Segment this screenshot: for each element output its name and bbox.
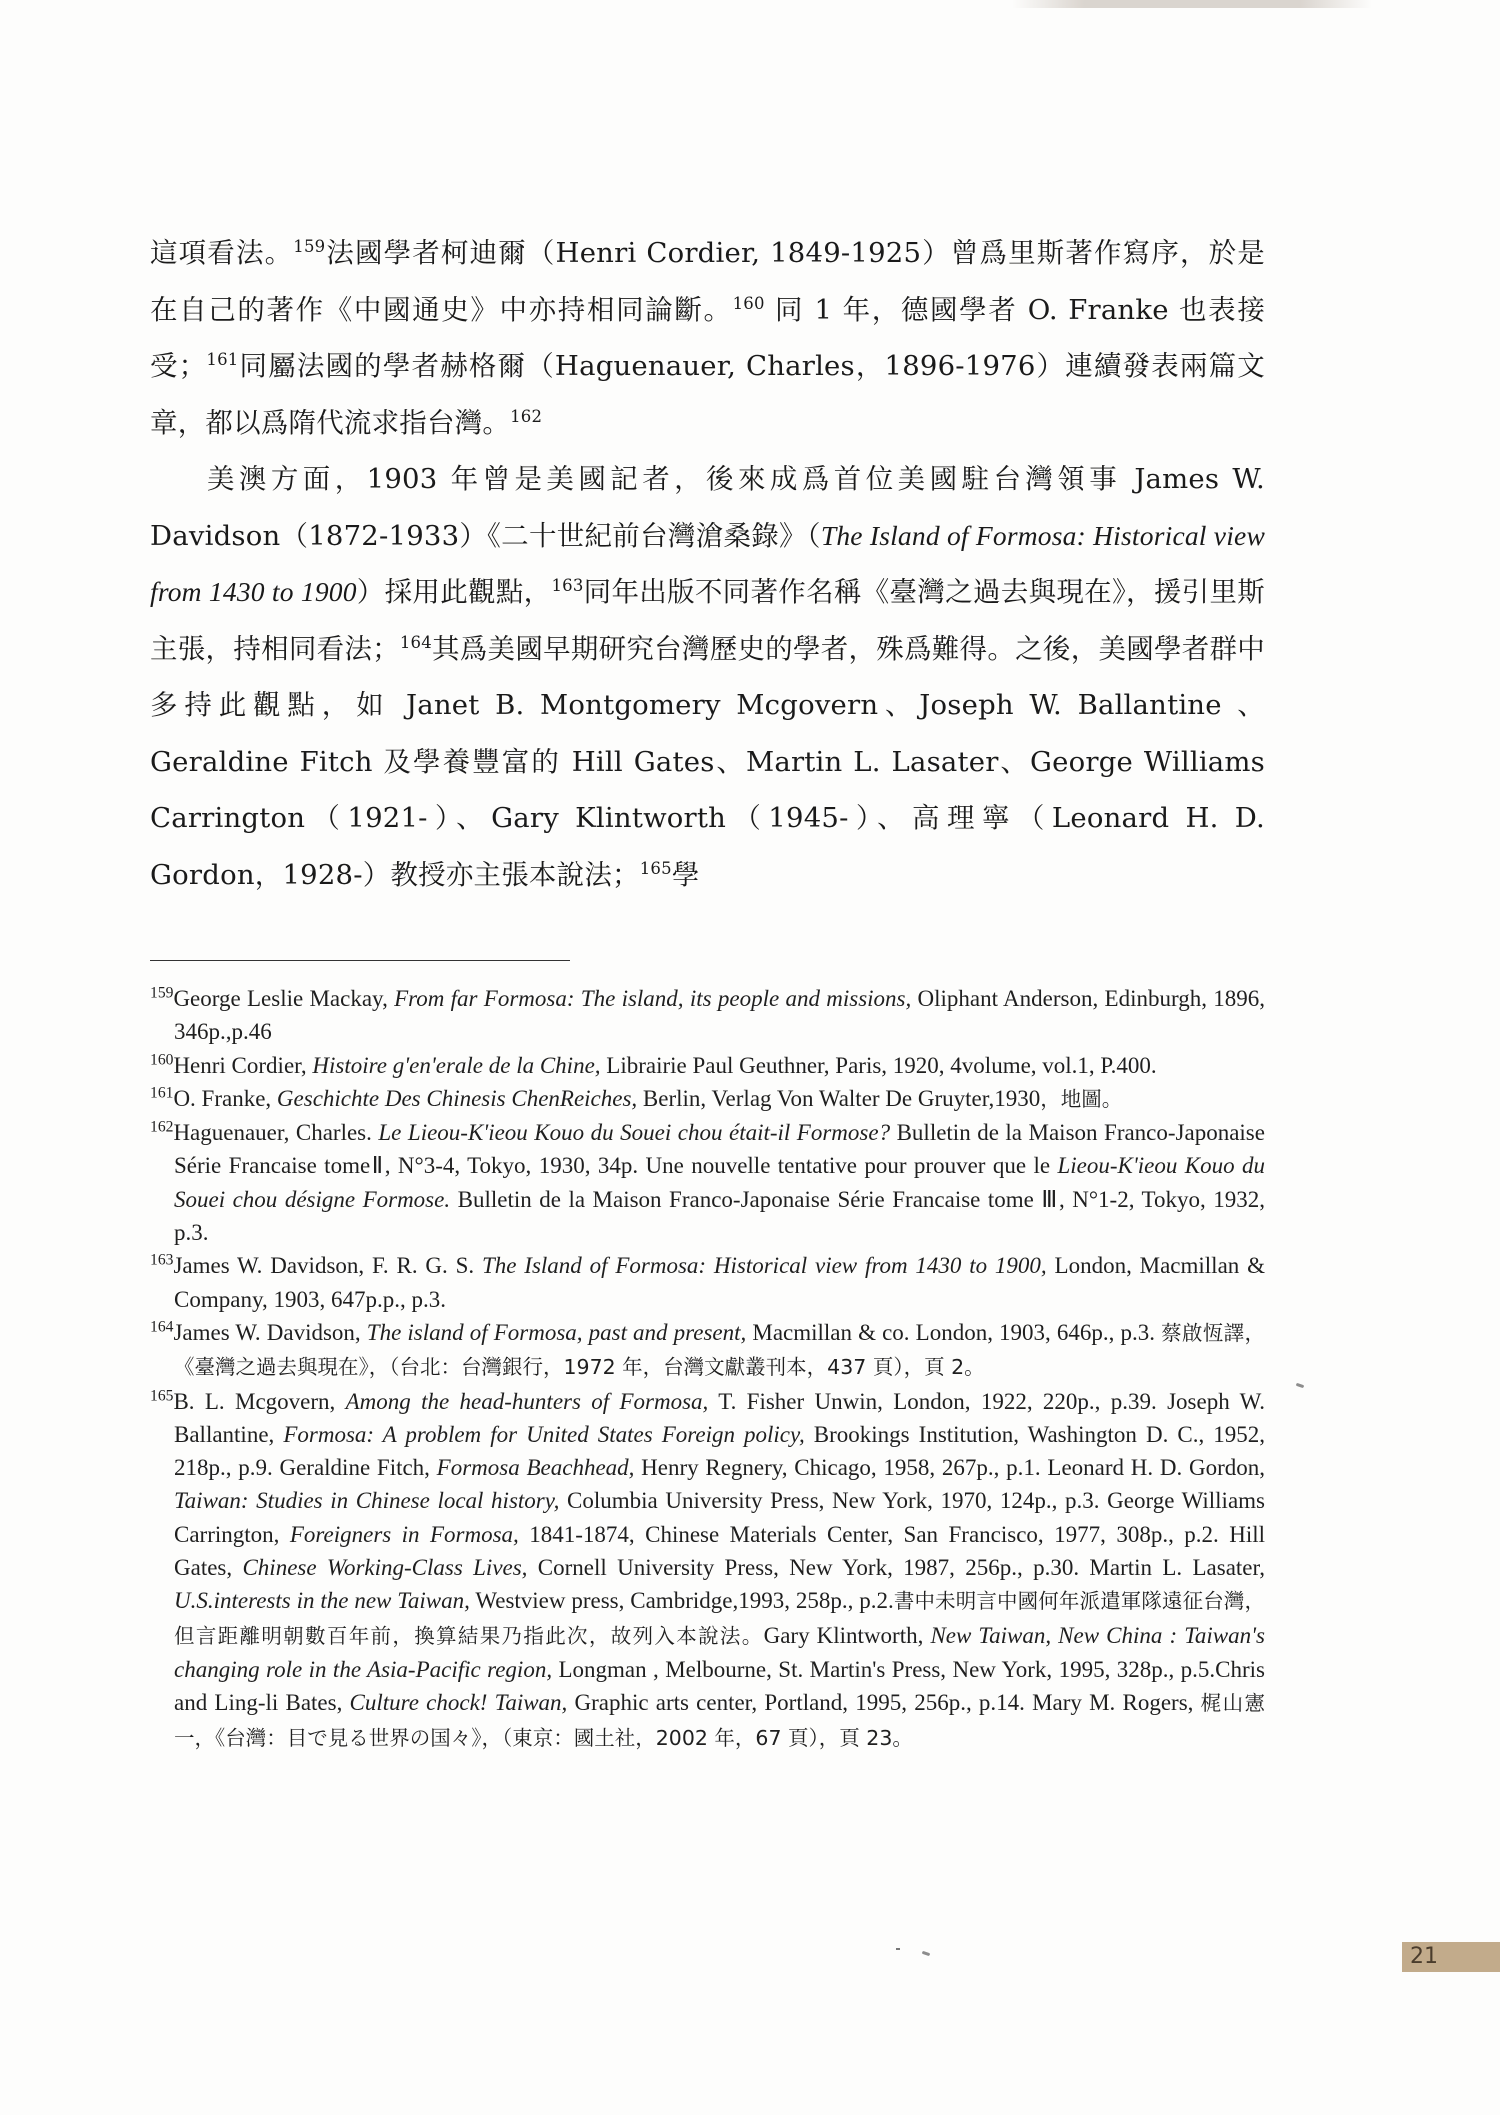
italic-title: New Taiwan, New China : Taiwan's changing role in the Asia-Pacific region, bbox=[174, 1622, 1265, 1682]
text-run: Haguenauer, Charles. bbox=[173, 1120, 379, 1146]
text-run: 美澳方面，1903 年曾是美國記者，後來成爲首位美國駐台灣領事 James W. Davidson（1872-1933）《二十世紀前台灣滄桑錄》（ bbox=[150, 463, 1265, 552]
footnote-160 bbox=[150, 1049, 1265, 1082]
footnote-ref-163: 163 bbox=[551, 575, 584, 595]
text-run: James W. Davidson, bbox=[173, 1319, 367, 1345]
text-run: Librairie Paul Geuthner, Paris, 1920, 4volume, vol.1, P.400. bbox=[600, 1052, 1157, 1078]
footnote-ref-161: 161 bbox=[206, 349, 239, 369]
scan-speck bbox=[922, 1951, 931, 1956]
page-number: 21 bbox=[1402, 1942, 1500, 1972]
footnote-number: 160 bbox=[150, 1050, 174, 1068]
text-run: Henri Cordier, bbox=[173, 1052, 313, 1078]
text-run: B. L. Mcgovern, bbox=[173, 1388, 346, 1414]
text-run: Macmillan & co. London, 1903, 646p., p.3. bbox=[746, 1319, 1162, 1345]
italic-title: U.S.interests in the new Taiwan, bbox=[174, 1588, 470, 1614]
text-run: 同屬法國的學者赫格爾（Haguenauer, Charles，1896-1976）連續發表兩篇文章，都以爲隋代流求指台灣。 bbox=[150, 350, 1265, 439]
text-run: 同 1 年，德國學者 O. Franke 也表接受； bbox=[150, 293, 1266, 382]
chinese-text: 蔡啟恆譯，《臺灣之過去與現在》，（台北：台灣銀行，1972 年，台灣文獻叢刊本，437 頁），頁 2。 bbox=[174, 1320, 1265, 1380]
text-run: Gary Klintworth, bbox=[763, 1622, 931, 1648]
text-run: George Leslie Mackay, bbox=[173, 986, 395, 1011]
italic-title: From far Formosa: The island, its people and missions, bbox=[394, 986, 912, 1011]
italic-title: Formosa: A problem for United States Foreign policy, bbox=[283, 1421, 805, 1447]
footnote-number: 164 bbox=[150, 1318, 174, 1336]
footnote-163 bbox=[150, 1249, 1265, 1316]
italic-title: Taiwan: Studies in Chinese local history, bbox=[174, 1488, 560, 1514]
chinese-text: 書中未明言中國何年派遣軍隊遠征台灣，但言距離明朝數百年前，換算結果乃指此次，故列入本說法。 bbox=[174, 1589, 1265, 1648]
italic-title: Histoire g'en'erale de la Chine, bbox=[312, 1052, 601, 1078]
italic-title: Culture chock! Taiwan, bbox=[349, 1690, 568, 1716]
footnote-ref-160: 160 bbox=[732, 293, 765, 313]
footnote-separator bbox=[150, 960, 570, 961]
text-run: Brookings Institution, Washington D. C., 1952, 218p., p.9. Geraldine Fitch, bbox=[174, 1421, 1265, 1481]
footnote-ref-165: 165 bbox=[639, 858, 672, 878]
footnote-number: 161 bbox=[150, 1084, 174, 1102]
italic-title: Foreigners in Formosa, bbox=[289, 1521, 519, 1547]
text-run: Columbia University Press, New York, 1970, 124p., p.3. George Williams Carrington, bbox=[174, 1488, 1265, 1547]
footnote-159 bbox=[150, 982, 1265, 1049]
italic-title: The Island of Formosa: Historical view from 1430 to 1900, bbox=[481, 1253, 1047, 1279]
footnote-number: 159 bbox=[150, 984, 174, 1002]
scan-speck bbox=[1296, 1383, 1305, 1388]
footnote-ref-159: 159 bbox=[293, 236, 326, 256]
text-run: Westview press, Cambridge,1993, 258p., p.2. bbox=[469, 1588, 894, 1614]
main-text bbox=[150, 225, 1265, 903]
italic-title: Among the head-hunters of Formosa, bbox=[345, 1388, 709, 1414]
text-run: 學 bbox=[671, 858, 700, 891]
text-run: Oliphant Anderson, Edinburgh, 1896, 346p.,p.46 bbox=[174, 986, 1265, 1045]
footnote-164 bbox=[150, 1316, 1265, 1385]
scan-speck bbox=[896, 1948, 900, 1950]
text-run: 同年出版不同著作名稱《臺灣之過去與現在》，援引里斯主張，持相同看法； bbox=[150, 576, 1265, 665]
italic-title: Formosa Beachhead, bbox=[436, 1455, 635, 1481]
footnote-ref-162: 162 bbox=[510, 406, 543, 426]
text-run: Longman , Melbourne, St. Martin's Press, New York, 1995, 328p., p.5.Chris and Ling-li Bates, bbox=[174, 1656, 1266, 1716]
chinese-text: 梶山憲一，《台灣：目で見る世界の国々》，（東京：國土社，2002 年，67 頁），頁 23。 bbox=[174, 1691, 1266, 1750]
italic-title: Le Lieou-K'ieou Kouo du Souei chou était-il Formose? bbox=[378, 1120, 891, 1146]
footnote-number: 163 bbox=[150, 1251, 174, 1269]
text-run: Graphic arts center, Portland, 1995, 256p., p.14. Mary M. Rogers, bbox=[567, 1690, 1201, 1716]
footnote-161 bbox=[150, 1082, 1265, 1116]
italic-title: Lieou-K'ieou Kouo du Souei chou désigne Formose. bbox=[174, 1153, 1265, 1212]
paragraph-2 bbox=[150, 451, 1265, 903]
text-run: James W. Davidson, F. R. G. S. bbox=[173, 1253, 482, 1279]
text-run: Henry Regnery, Chicago, 1958, 267p., p.1. Leonard H. D. Gordon, bbox=[634, 1455, 1265, 1481]
text-run: ）採用此觀點， bbox=[356, 576, 552, 608]
paragraph-1 bbox=[150, 225, 1265, 451]
chinese-text: ，地圖。 bbox=[1040, 1086, 1123, 1111]
text-run: 1841-1874, Chinese Materials Center, San Francisco, 1977, 308p., p.2. Hill Gates, bbox=[174, 1521, 1265, 1581]
text-run: London, Macmillan & Company, 1903, 647p.p., p.3. bbox=[174, 1253, 1265, 1312]
text-run: Bulletin de la Maison Franco-Japonaise Série Francaise tomeⅡ, N°3-4, Tokyo, 1930, 34p. Une nouvelle tentative pour prouver que le bbox=[174, 1120, 1265, 1179]
text-run: 法國學者柯迪爾（Henri Cordier, 1849-1925）曾爲里斯著作寫序，於是在自己的著作《中國通史》中亦持相同論斷。 bbox=[150, 237, 1265, 326]
footnotes bbox=[150, 982, 1265, 1755]
footnote-ref-164: 164 bbox=[399, 632, 432, 652]
text-run: 其爲美國早期研究台灣歷史的學者，殊爲難得。之後，美國學者群中多持此觀點，如 Janet B. Montgomery Mcgovern、Joseph W. Ballantine 、Geraldine Fitch 及學養豐富的 Hill Gates、Martin L. Lasater、George Williams Carrington（1921-）、Gary Klintworth（1945-）、高理寧（Leonard H. D. Gordon，1928-）教授亦主張本說法； bbox=[150, 632, 1265, 891]
footnote-165 bbox=[150, 1385, 1265, 1755]
italic-title: Geschichte Des Chinesis ChenReiches, bbox=[276, 1085, 638, 1111]
italic-title: The Island of Formosa: Historical view from 1430 to 1900 bbox=[150, 519, 1265, 607]
text-run: 這項看法。 bbox=[150, 237, 294, 269]
text-run: O. Franke, bbox=[173, 1085, 277, 1111]
text-run: Cornell University Press, New York, 1987, 256p., p.30. Martin L. Lasater, bbox=[527, 1555, 1265, 1581]
text-run: T. Fisher Unwin, London, 1922, 220p., p.39. Joseph W. Ballantine, bbox=[174, 1388, 1265, 1447]
text-run: Bulletin de la Maison Franco-Japonaise Série Francaise tome Ⅲ, N°1-2, Tokyo, 1932, p.3. bbox=[174, 1186, 1265, 1246]
italic-title: Chinese Working-Class Lives, bbox=[242, 1555, 528, 1581]
footnote-number: 165 bbox=[150, 1386, 174, 1404]
footnote-162 bbox=[150, 1116, 1265, 1249]
text-run: Berlin, Verlag Von Walter De Gruyter,1930 bbox=[637, 1085, 1041, 1111]
scan-edge-mark bbox=[1012, 0, 1372, 8]
footnote-number: 162 bbox=[150, 1118, 174, 1136]
italic-title: The island of Formosa, past and present, bbox=[366, 1319, 747, 1345]
